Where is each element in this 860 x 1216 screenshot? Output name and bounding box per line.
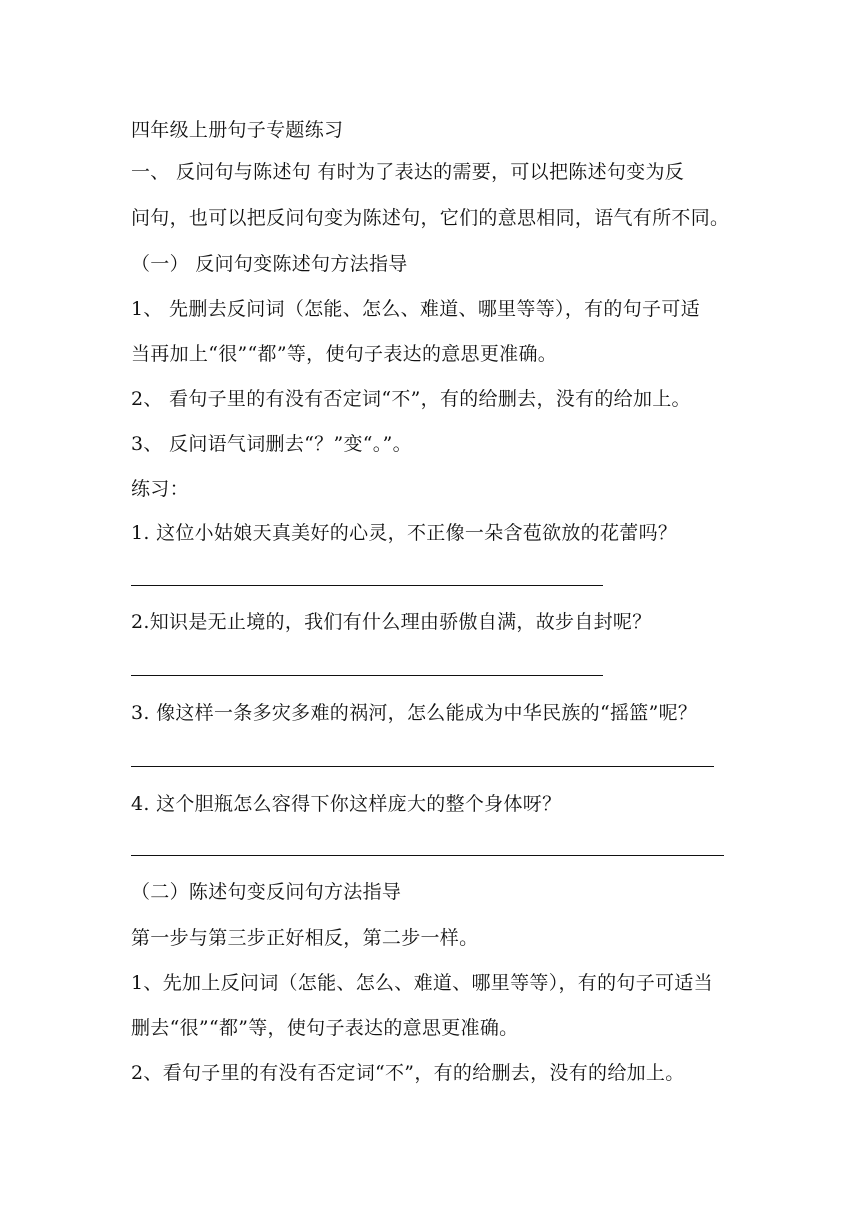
part2-intro: 第一步与第三步正好相反，第二步一样。: [131, 927, 479, 949]
part1-step1-line1: 1、 先删去反问词（怎能、怎么、难道、哪里等等），有的句子可适: [131, 298, 700, 320]
answer-line-3: [131, 766, 714, 767]
section1-heading-line2: 问句，也可以把反问句变为陈述句，它们的意思相同，语气有所不同。: [131, 207, 730, 229]
part2-heading: （二）陈述句变反问句方法指导: [131, 881, 402, 903]
exercise-4: 4. 这个胆瓶怎么容得下你这样庞大的整个身体呀？: [131, 793, 562, 815]
part1-step1-line2: 当再加上“很”“都”等，使句子表达的意思更准确。: [131, 343, 558, 365]
section1-heading-line1: 一、 反问句与陈述句 有时为了表达的需要，可以把陈述句变为反: [131, 161, 685, 183]
part1-heading: （一） 反问句变陈述句方法指导: [131, 253, 408, 275]
part1-step2: 2、 看句子里的有没有否定词“不”，有的给删去，没有的给加上。: [131, 388, 691, 410]
part2-step1-line2: 删去“很”“都”等，使句子表达的意思更准确。: [131, 1017, 519, 1039]
part2-step1-line1: 1、先加上反问词（怎能、怎么、难道、哪里等等），有的句子可适当: [131, 972, 713, 994]
part1-step3: 3、 反问语气词删去“？”变“。”。: [131, 433, 412, 455]
answer-line-4: [131, 855, 724, 856]
part2-step2: 2、看句子里的有没有否定词“不”，有的给删去，没有的给加上。: [131, 1062, 685, 1084]
exercise-2: 2.知识是无止境的，我们有什么理由骄傲自满，故步自封呢？: [131, 611, 652, 633]
answer-line-1: [131, 585, 603, 586]
answer-line-2: [131, 675, 603, 676]
document-title: 四年级上册句子专题练习: [131, 119, 344, 141]
practice-label: 练习：: [131, 478, 189, 500]
exercise-1: 1. 这位小姑娘天真美好的心灵，不正像一朵含苞欲放的花蕾吗？: [131, 522, 678, 544]
exercise-3: 3. 像这样一条多灾多难的祸河，怎么能成为中华民族的“摇篮”呢？: [131, 702, 698, 724]
